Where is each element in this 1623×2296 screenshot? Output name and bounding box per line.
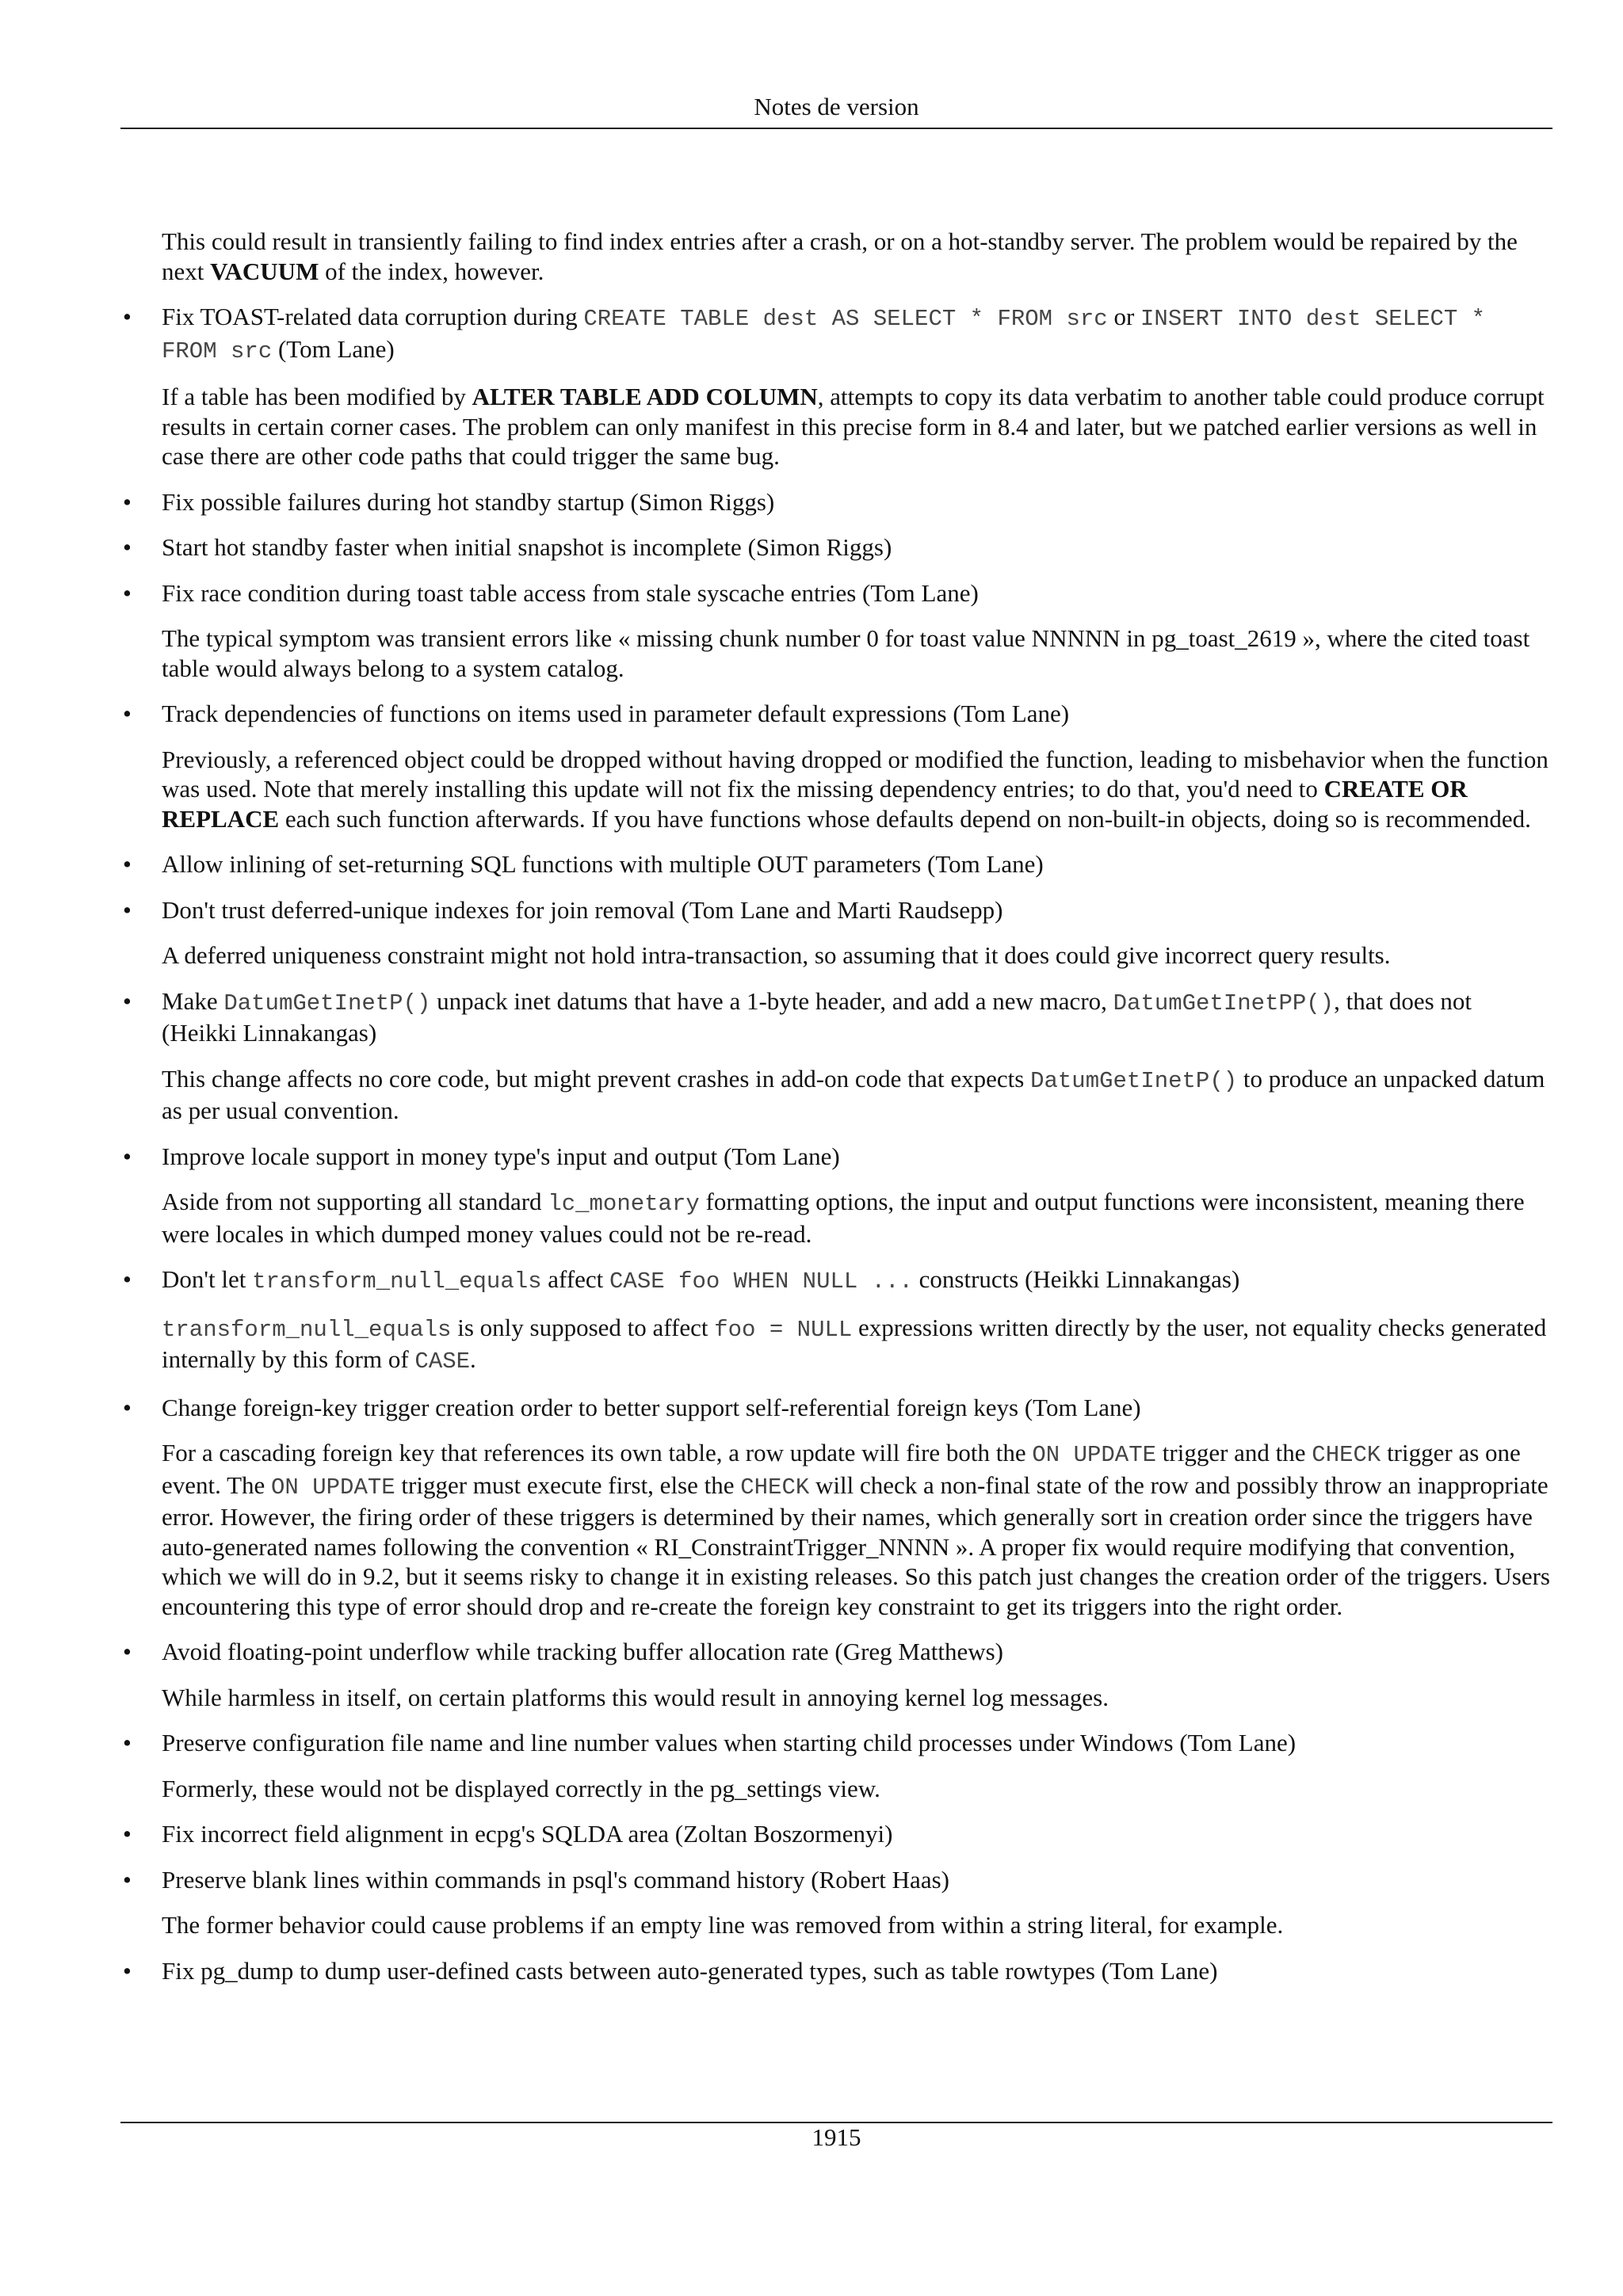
text-run: Don't let	[162, 1265, 253, 1293]
inline-code: CASE foo WHEN NULL ...	[609, 1268, 913, 1295]
bullet-item	[120, 1956, 1552, 1986]
paragraph	[162, 227, 1552, 286]
text-run: each such function afterwards. If you have functions whose defaults depend on non-built-in objects, doing so is recommended.	[279, 804, 1531, 833]
bullet-marker: •	[123, 895, 132, 924]
text-run: Formerly, these would not be displayed correctly in the pg_settings view.	[162, 1774, 880, 1802]
paragraph	[162, 1313, 1552, 1377]
text-run: unpack inet datums that have a 1-byte header, and add a new macro,	[430, 986, 1113, 1015]
bullet-text	[162, 1142, 840, 1170]
text-run: Change foreign-key trigger creation order to better support self-referential foreign keys (Tom Lane)	[162, 1393, 1141, 1421]
release-notes-body	[120, 227, 1552, 2001]
bullet-text	[162, 1820, 892, 1848]
text-run: Fix race condition during toast table access from stale syscache entries (Tom Lane)	[162, 578, 979, 607]
bullet-item	[120, 1637, 1552, 1667]
bullet-marker: •	[123, 1956, 132, 1985]
text-run: The former behavior could cause problems if an empty line was removed from within a string literal, for example.	[162, 1911, 1284, 1939]
inline-code: ON UPDATE	[271, 1474, 395, 1501]
bold-command: CREATE OR REPLACE	[162, 775, 1468, 833]
paragraph	[162, 745, 1552, 834]
text-run: Preserve blank lines within commands in psql's command history (Robert Haas)	[162, 1865, 949, 1894]
text-run: (Tom Lane)	[272, 334, 395, 363]
bullet-text	[162, 850, 1044, 878]
bullet-text	[162, 896, 1002, 924]
text-run: This could result in transiently failing to find index entries after a crash, or on a hot-standby server. The problem would be repaired by the next	[162, 227, 1518, 285]
bullet-marker: •	[123, 487, 132, 516]
bullet-item	[120, 487, 1552, 517]
bullet-marker: •	[123, 850, 132, 878]
paragraph	[162, 1910, 1552, 1940]
text-run: or	[1107, 303, 1141, 330]
paragraph	[162, 382, 1552, 471]
bullet-text	[162, 1638, 1003, 1665]
text-run: trigger as one event. The	[162, 1439, 1521, 1499]
text-run: While harmless in itself, on certain platforms this would result in annoying kernel log messages.	[162, 1683, 1109, 1711]
bullet-item	[120, 1393, 1552, 1423]
text-run: Fix pg_dump to dump user-defined casts between auto-generated types, such as table rowtypes (Tom Lane)	[162, 1956, 1218, 1985]
inline-code: CREATE TABLE dest AS SELECT * FROM src	[583, 306, 1108, 332]
paragraph	[162, 1187, 1552, 1249]
bullet-text	[162, 1957, 1217, 1985]
bullet-item	[120, 699, 1552, 729]
text-run: Improve locale support in money type's input and output (Tom Lane)	[162, 1142, 840, 1170]
header-rule	[120, 128, 1552, 129]
inline-code: transform_null_equals	[252, 1268, 542, 1295]
bullet-item	[120, 1264, 1552, 1297]
text-run: of the index, however.	[319, 257, 544, 285]
paragraph	[162, 1438, 1552, 1621]
text-run: Allow inlining of set-returning SQL functions with multiple OUT parameters (Tom Lane)	[162, 850, 1044, 878]
text-run: Don't trust deferred-unique indexes for join removal (Tom Lane and Marti Raudsepp)	[162, 895, 1003, 924]
paragraph	[162, 940, 1552, 971]
text-run: affect	[541, 1265, 610, 1293]
text-run: This change affects no core code, but might prevent crashes in add-on code that expects	[162, 1064, 1031, 1093]
page-number: 1915	[812, 2123, 861, 2151]
text-run: expressions written directly by the user, not equality checks generated internally by this form of	[162, 1313, 1547, 1373]
bullet-marker: •	[123, 1729, 132, 1756]
bullet-item	[120, 1728, 1552, 1758]
inline-code: foo = NULL	[714, 1316, 853, 1343]
bullet-marker: •	[123, 700, 132, 727]
bullet-marker: •	[123, 986, 132, 1015]
inline-code: lc_monetary	[548, 1191, 700, 1217]
bullet-item	[120, 849, 1552, 879]
text-run: A deferred uniqueness constraint might not hold intra-transaction, so assuming that it does could give incorrect query results.	[162, 941, 1391, 969]
text-run: trigger must execute first, else the	[395, 1470, 741, 1499]
bullet-text	[162, 1394, 1141, 1421]
bullet-item	[120, 578, 1552, 608]
text-run: , that does not (Heikki Linnakangas)	[162, 986, 1472, 1047]
text-run: will check a non-final state of the row and possibly throw an inappropriate error. However, the firing order of these triggers is determined by their names, which generally sort in creation order since the triggers have auto-generated names following the convention « RI_ConstraintTrigger_NNNN ». A proper fix would require modifying that convention, which we will do in 9.2, but it seems risky to change it in existing releases. So this patch just changes the creation order of the triggers. Users encountering this type of error should drop and re-create the foreign key constraint to get its triggers into the right order.	[162, 1470, 1550, 1620]
inline-code: DatumGetInetP()	[223, 990, 431, 1016]
text-run: For a cascading foreign key that references its own table, a row update will fire both the	[162, 1439, 1033, 1466]
bullet-marker: •	[123, 533, 132, 561]
paragraph	[162, 1064, 1552, 1126]
bullet-text	[162, 700, 1069, 727]
text-run: constructs (Heikki Linnakangas)	[912, 1265, 1240, 1293]
inline-code: CHECK	[1312, 1442, 1381, 1468]
bullet-marker: •	[123, 578, 132, 607]
bullet-item	[120, 1142, 1552, 1172]
bullet-text	[162, 987, 1472, 1047]
text-run: , attempts to copy its data verbatim to another table could produce corrupt results in certain corner cases. The problem can only manifest in this precise form in 8.4 and later, but we patched earlier versions as well in case there are other code paths that could trigger the same bug.	[162, 383, 1545, 470]
bullet-item	[120, 895, 1552, 925]
inline-code: CASE	[414, 1348, 471, 1375]
inline-code: CHECK	[740, 1474, 810, 1501]
text-run: Avoid floating-point underflow while tracking buffer allocation rate (Greg Matthews)	[162, 1638, 1003, 1665]
text-run: Track dependencies of functions on items used in parameter default expressions (Tom Lane)	[162, 700, 1070, 727]
bold-command: ALTER TABLE ADD COLUMN	[472, 383, 818, 410]
text-run: Start hot standby faster when initial snapshot is incomplete (Simon Riggs)	[162, 533, 892, 561]
text-run: trigger and the	[1156, 1439, 1312, 1466]
bullet-text	[162, 1729, 1296, 1756]
bullet-text	[162, 488, 774, 516]
text-run: Previously, a referenced object could be dropped without having dropped or modified the function, leading to misbehavior when the function was used. Note that merely installing this update will not fix the missing dependency entries; to do that, you'd need to	[162, 745, 1549, 803]
text-run: Make	[162, 986, 224, 1015]
bullet-marker: •	[123, 1820, 132, 1848]
text-run: formatting options, the input and output functions were inconsistent, meaning there were locales in which dumped money values could not be re-read.	[162, 1188, 1525, 1248]
bullet-item	[120, 1865, 1552, 1895]
text-run: If a table has been modified by	[162, 383, 472, 410]
inline-code: INSERT INTO dest SELECT * FROM src	[162, 306, 1486, 364]
bullet-marker: •	[123, 1393, 132, 1421]
text-run: Fix TOAST-related data corruption during	[162, 303, 584, 330]
bullet-item	[120, 1819, 1552, 1849]
inline-code: DatumGetInetPP()	[1113, 990, 1335, 1016]
bullet-item	[120, 532, 1552, 563]
paragraph	[162, 624, 1552, 683]
inline-code: ON UPDATE	[1032, 1442, 1157, 1468]
text-run: Fix possible failures during hot standby startup (Simon Riggs)	[162, 487, 775, 516]
bullet-text	[162, 579, 979, 607]
paragraph	[162, 1774, 1552, 1804]
bullet-item	[120, 302, 1552, 366]
bullet-text	[162, 303, 1485, 363]
text-run: Preserve configuration file name and line number values when starting child processes under Windows (Tom Lane)	[162, 1729, 1296, 1756]
bullet-marker: •	[123, 1638, 132, 1665]
text-run: is only supposed to affect	[451, 1313, 715, 1341]
running-header: Notes de version	[754, 93, 919, 120]
bullet-marker: •	[123, 1865, 132, 1894]
text-run: Fix incorrect field alignment in ecpg's SQLDA area (Zoltan Boszormenyi)	[162, 1820, 893, 1848]
inline-code: transform_null_equals	[162, 1316, 452, 1343]
text-run: Aside from not supporting all standard	[162, 1188, 548, 1215]
inline-code: DatumGetInetP()	[1030, 1067, 1238, 1094]
bullet-item	[120, 986, 1552, 1048]
bullet-text	[162, 1265, 1239, 1293]
bullet-text	[162, 533, 892, 561]
text-run: The typical symptom was transient errors like « missing chunk number 0 for toast value NNNNN in pg_toast_2619 », where the cited toast table would always belong to a system catalog.	[162, 624, 1530, 682]
text-run: to produce an unpacked datum as per usual convention.	[162, 1064, 1545, 1124]
paragraph	[162, 1683, 1552, 1713]
bullet-marker: •	[123, 303, 132, 330]
bullet-text	[162, 1866, 949, 1894]
bullet-marker: •	[123, 1142, 132, 1170]
bold-command: VACUUM	[210, 257, 319, 285]
text-run: .	[470, 1345, 476, 1373]
bullet-marker: •	[123, 1265, 132, 1293]
